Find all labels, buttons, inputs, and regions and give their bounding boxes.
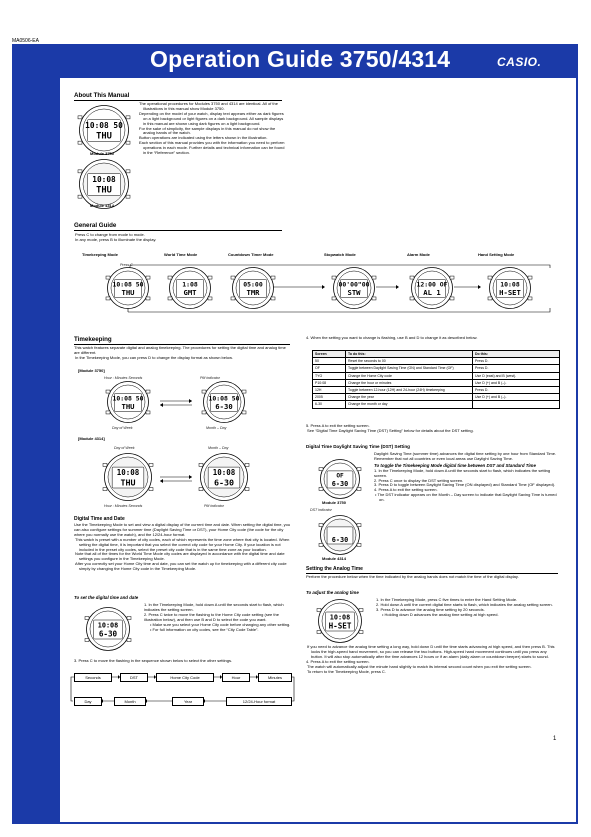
svg-text:10:08: 10:08 <box>92 175 116 185</box>
dst-note: • The DST indicator appears on the Month – Day screen to indicate that Daylight Saving Time is turned on. <box>375 492 557 503</box>
module-4314-label: Module 4314 <box>90 203 115 208</box>
set-step: 2. Press C twice to move the flashing to the Home City code setting (see the illustration below), and then use B and D to select the code you want. <box>144 611 279 622</box>
svg-text:STW: STW <box>347 288 361 298</box>
svg-text:6-30: 6-30 <box>213 477 235 488</box>
analog-step: 1. In the Timekeeping Mode, press C five times to enter the Hand Setting Mode. <box>376 597 518 602</box>
watch-illustration <box>482 266 538 310</box>
watch-illustration <box>326 266 382 310</box>
setting-sequence <box>74 673 294 707</box>
watch-illustration <box>404 266 460 310</box>
step-3: 3. Press C to move the flashing in the sequence shown below to select the other settings. <box>74 658 233 663</box>
table-cell: Toggle between Daylight Saving Time (ON) and Standard Time (OF) <box>346 365 473 372</box>
timekeeping-intro-text: This watch features separate digital and analog timekeeping. The procedures for setting the digital time and analog time are different. <box>74 345 286 355</box>
watch-illustration <box>162 266 218 310</box>
svg-text:10:08: 10:08 <box>500 280 520 289</box>
table-cell: TYO <box>313 372 346 379</box>
table-row <box>313 401 560 408</box>
module-4314-label: [Module 4314] <box>78 436 105 441</box>
general-bullet: Press C to change from mode to mode. <box>75 232 145 237</box>
analog-step: 3. Press D to advance the analog time setting by 20 seconds. <box>376 606 485 612</box>
analog-text: Perform the procedure below when the time indicated by the analog hands does not match the time of the digital display. <box>306 574 519 579</box>
seq-box: Seconds <box>74 673 112 682</box>
digital-text <box>74 523 292 572</box>
table-row <box>313 372 560 379</box>
set-step-note: • Make sure you select your Home City code before changing any other setting. <box>150 621 291 627</box>
svg-text:OF: OF <box>336 472 344 480</box>
table-row <box>313 379 560 386</box>
table-cell: P10:08 <box>313 379 346 386</box>
about-bullet: Each section of this manual provides you with the information you need to perform operations in each mode. Further details and technical information can be found in the “Reference” section. <box>139 140 285 156</box>
settings-table <box>312 350 560 409</box>
svg-text:00'00"00: 00'00"00 <box>338 280 370 289</box>
watch-illustration <box>225 266 281 310</box>
svg-text:10:08: 10:08 <box>97 621 119 630</box>
svg-text:THU: THU <box>121 402 135 412</box>
analog-step: 4. Press A to exit the setting screen. <box>306 658 370 664</box>
svg-text:THU: THU <box>120 477 136 488</box>
seq-box: Hour <box>222 673 250 682</box>
table-cell: 2005 <box>313 394 346 401</box>
about-bullets <box>138 102 286 156</box>
watch-illustration <box>312 598 368 644</box>
set-step: 1. In the Timekeeping Mode, hold down A until the seconds start to flash, which indicates the setting screen. <box>144 602 284 612</box>
about-bullet: Depending on the model of your watch, display text appears either as dark figures on a light background or light figures on a dark background. All sample displays in this manual are shown using dark figures on a light background. <box>139 110 284 126</box>
table-cell: Change the Home City code <box>346 372 473 379</box>
svg-text:05:00: 05:00 <box>243 280 263 289</box>
svg-text:10:08 50: 10:08 50 <box>208 394 240 403</box>
step-4: 4. When the setting you want to change is flashing, use B and D to change it as described below. <box>306 335 478 340</box>
watch-illustration <box>196 452 252 502</box>
svg-text:THU: THU <box>96 185 112 196</box>
analog-step-note: • Holding down D advances the analog time setting at high speed. <box>382 611 499 617</box>
table-cell: 6-30 <box>313 401 346 408</box>
analog-bullet: The watch will automatically adjust the minute hand slightly to match its internal second count when you exit the setting screen. <box>307 663 532 669</box>
timekeeping-intro <box>74 346 290 361</box>
svg-text:TMR: TMR <box>246 288 260 298</box>
digital-bullet: After you correctly set your Home City time and date, you can set the watch up for timekeeping with a different city code simply by changing the Home City code in the Timekeeping Mode. <box>75 561 287 572</box>
mode-label: World Time Mode <box>164 252 198 257</box>
table-cell: Press D. <box>473 358 560 365</box>
table-row <box>313 386 560 393</box>
dst-text: Daylight Saving Time (summer time) advances the digital time setting by one hour from Standard Time. Remember that not all countries or even local areas use Daylight Saving Time. <box>374 451 557 461</box>
svg-text:6-30: 6-30 <box>215 402 233 412</box>
svg-text:H-SET: H-SET <box>499 288 521 298</box>
module-4314-label: Module 4314 <box>322 556 347 561</box>
analog-step: 2. Hold down A until the current digital time starts to flash, which indicates the analog setting screen. <box>376 601 553 607</box>
about-bullet: Button operations are indicated using the letters shown in the illustration. <box>139 135 268 141</box>
press-c-label: Press C <box>120 263 133 267</box>
step-5: 5. Press A to exit the setting screen. <box>306 423 370 428</box>
digital-bullet: Note that all of the times for the World Time Mode city codes are displayed in accordance with the digital time and date settings you configure in the Timekeeping Mode. <box>75 551 285 562</box>
digital-paragraph: Use the Timekeeping Mode to set and view a digital display of the current time and date. When setting the digital time, you can also configure settings for summer time (Daylight Saving Time or DST), your Home City code (the code for the city where you normally use the watch), and the 12/24-hour format. <box>74 522 291 537</box>
timekeeping-bullet: In the Timekeeping Mode, you can press D to change the display format as shown below. <box>75 354 233 360</box>
svg-text:10:08 50: 10:08 50 <box>85 121 123 131</box>
table-row <box>313 394 560 401</box>
general-bullet: In any mode, press B to illuminate the display. <box>75 236 157 242</box>
caption: Hour : Minutes Seconds <box>104 376 143 380</box>
svg-text:10:08: 10:08 <box>116 468 140 478</box>
svg-text:10:08: 10:08 <box>212 468 236 478</box>
table-cell: OF <box>313 365 346 372</box>
table-header: Do this: <box>473 351 560 358</box>
dst-heading: Digital Time Daylight Saving Time (DST) Setting <box>306 444 410 449</box>
mode-flow <box>70 252 570 314</box>
caption: Day of Week <box>112 426 133 430</box>
brand-logo: CASIO. <box>497 55 542 69</box>
seq-box: Minutes <box>258 673 292 682</box>
about-bullet: For the sake of simplicity, the sample displays in this manual do not show the analog hands of the watch. <box>139 125 276 136</box>
svg-text:10:08 50: 10:08 50 <box>112 280 144 289</box>
module-3750-label: Module 3750 <box>322 500 347 505</box>
watch-illustration <box>78 606 138 652</box>
watch-illustration <box>314 458 366 500</box>
svg-text:1:08: 1:08 <box>182 280 198 289</box>
watch-illustration <box>100 266 156 310</box>
table-cell: 12H <box>313 386 346 393</box>
seq-box: Year <box>172 697 204 706</box>
analog-subheading: To adjust the analog time <box>306 590 359 595</box>
table-cell: Reset the seconds to 00 <box>346 358 473 365</box>
table-cell: Change the year <box>346 394 473 401</box>
svg-text:THU: THU <box>121 288 135 298</box>
table-cell: Change the month or day <box>346 401 473 408</box>
analog-bullet: If you need to advance the analog time setting a long way, hold down D until the time starts advancing at high speed, and then press B. This locks the high-speed hand movement, so you can release the two buttons. High-speed hand movement continues until you press any button. It will also stop automatically after the time advances 12 hours or if an alarm (daily alarm or countdown beeper) starts to sound. <box>307 644 555 659</box>
caption: PM indicator <box>200 376 220 380</box>
watch-illustration <box>100 380 156 424</box>
seq-box: Day <box>74 697 102 706</box>
module-3750-label: [Module 3750] <box>78 368 105 373</box>
svg-text:6-30: 6-30 <box>331 535 349 544</box>
page-number: 1 <box>553 736 557 742</box>
caption: Month – Day <box>208 446 229 450</box>
analog-bullet: To return to the Timekeeping Mode, press C. <box>307 668 386 674</box>
module-3750-label: Module 3750 <box>90 151 115 156</box>
analog-steps <box>376 598 560 618</box>
table-header: To do this: <box>346 351 473 358</box>
dst-step: 1. In the Timekeeping Mode, hold down A until the seconds start to flash, which indicates the setting screen. <box>374 467 551 478</box>
watch-illustration <box>196 380 252 424</box>
table-cell: Press D. <box>473 365 560 372</box>
table-cell: Use D (+) and B (–). <box>473 394 560 401</box>
caption: PM indicator <box>204 504 224 508</box>
table-cell: Press D. <box>473 386 560 393</box>
about-heading: About This Manual <box>74 92 282 101</box>
table-cell: 50 <box>313 358 346 365</box>
table-cell <box>473 401 560 408</box>
mode-label: Timekeeping Mode <box>82 252 118 257</box>
watch-illustration <box>100 452 156 502</box>
seq-box: DST <box>120 673 148 682</box>
dst-indicator-caption: DST indicator <box>310 508 332 512</box>
svg-text:H-SET: H-SET <box>328 621 352 631</box>
analog-heading: Setting the Analog Time <box>306 566 558 574</box>
table-cell: Toggle between 12-hour (12H) and 24-hour (24H) timekeeping <box>346 386 473 393</box>
see-dst: See “Digital Time Daylight Saving Time (DST) Setting” below for details about the DST setting. <box>307 427 474 433</box>
svg-text:10:08: 10:08 <box>329 613 351 622</box>
digital-heading: Digital Time and Date <box>74 516 125 522</box>
mode-label: Stopwatch Mode <box>324 252 356 257</box>
set-steps <box>144 603 294 632</box>
page-body <box>60 78 576 822</box>
set-heading: To set the digital time and date <box>74 595 139 600</box>
mode-label: Alarm Mode <box>407 252 430 257</box>
dst-step: 2. Press C once to display the DST setting screen. <box>374 477 464 483</box>
svg-text:12:00 OF: 12:00 OF <box>416 280 448 289</box>
page-title: Operation Guide 3750/4314 <box>150 46 451 72</box>
analog-notes <box>306 645 560 674</box>
svg-text:10:08 50: 10:08 50 <box>112 394 144 403</box>
table-header: Screen <box>313 351 346 358</box>
table-cell: Use D (east) and B (west). <box>473 372 560 379</box>
dst-step: 3. Press D to toggle between Daylight Saving Time (ON displayed) and Standard Time (OF displayed). <box>374 482 556 488</box>
table-cell: Use D (+) and B (–). <box>473 379 560 386</box>
digital-bullet: This watch is preset with a number of city codes, each of which represents the time zone where that city is located. When setting the digital time, it is important that you select the correct city code for your Home City. If your location is not included in the preset city codes, select the preset city code that is in the same time zone as your location. <box>75 536 290 552</box>
caption: Month – Day <box>206 426 227 430</box>
caption: Hour : Minutes Seconds <box>104 504 143 508</box>
general-bullets <box>74 233 274 243</box>
svg-text:AL 1: AL 1 <box>423 288 441 298</box>
general-heading: General Guide <box>74 222 282 231</box>
toggle-arrows <box>158 398 194 408</box>
dst-step: 4. Press A to exit the setting screen. <box>374 487 438 493</box>
svg-text:GMT: GMT <box>183 288 197 298</box>
mode-label: Hand Setting Mode <box>478 252 515 257</box>
timekeeping-heading: Timekeeping <box>74 336 290 345</box>
sequence-arrows <box>74 673 294 707</box>
document-code: MA0506-EA <box>12 38 39 44</box>
svg-text:6-30: 6-30 <box>331 479 349 488</box>
set-step-note: • For full information on city codes, see the “City Code Table”. <box>150 626 259 632</box>
about-bullet: The operational procedures for Modules 3750 and 4314 are identical. All of the illustrations in this manual show Module 3750. <box>139 101 278 111</box>
seq-box: Month <box>114 697 146 706</box>
svg-text:THU: THU <box>96 131 112 142</box>
seq-box: 12/24-Hour format <box>226 697 292 706</box>
table-cell: Change the hour or minutes <box>346 379 473 386</box>
svg-text:6-30: 6-30 <box>98 629 118 639</box>
step-5-block <box>306 424 556 434</box>
table-row <box>313 358 560 365</box>
seq-box: Home City Code <box>156 673 214 682</box>
caption: Day of Week <box>114 446 135 450</box>
table-row <box>313 365 560 372</box>
dst-subheading: To toggle the Timekeeping Mode digital time between DST and Standard Time <box>374 462 536 468</box>
watch-illustration <box>316 514 364 556</box>
toggle-arrows <box>158 474 194 484</box>
mode-label: Countdown Timer Mode <box>228 252 274 257</box>
dst-body <box>374 452 558 503</box>
